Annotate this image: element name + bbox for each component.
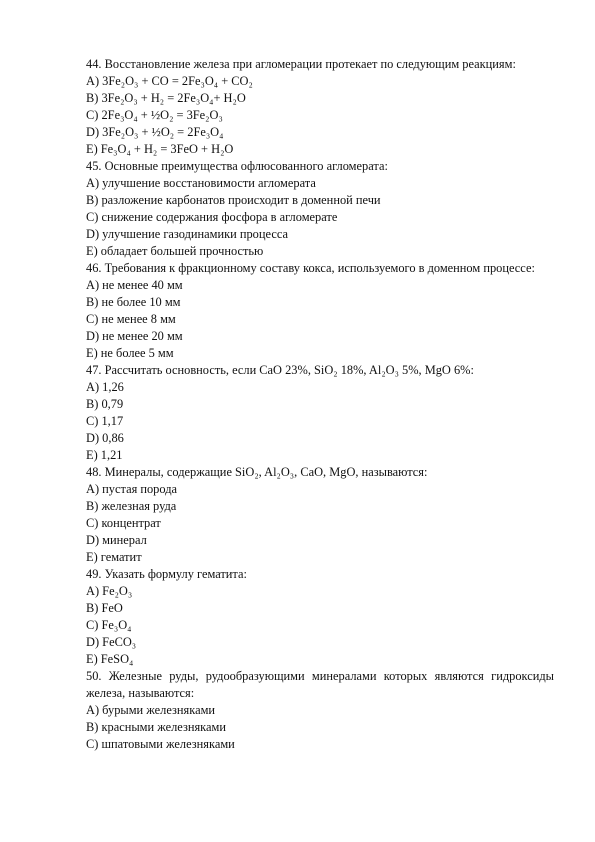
question-49 — [86, 566, 554, 668]
answer-option: E) не более 5 мм — [86, 346, 174, 360]
question-text: 46. Требования к фракционному составу кокса, используемого в доменном процессе: — [86, 261, 535, 275]
question-44 — [86, 56, 554, 158]
answer-option: A) 1,26 — [86, 380, 124, 394]
answer-option: B) железная руда — [86, 499, 177, 513]
answer-option: C) снижение содержания фосфора в агломерате — [86, 210, 338, 224]
answer-option: A) пустая порода — [86, 482, 178, 496]
answer-options — [86, 481, 554, 566]
answer-option: D) минерал — [86, 533, 147, 547]
answer-options — [86, 73, 554, 158]
answer-option: C) 1,17 — [86, 414, 124, 428]
answer-option: D) не менее 20 мм — [86, 329, 183, 343]
answer-option: D) 0,86 — [86, 431, 124, 445]
answer-option: D) улучшение газодинамики процесса — [86, 227, 288, 241]
answer-option: E) гематит — [86, 550, 142, 564]
question-text: 50. Железные руды, рудообразующими минералами которых являются гидроксиды железа, называются: — [86, 669, 554, 700]
answer-options — [86, 702, 554, 753]
answer-option: D) FeCO₃ — [86, 635, 137, 649]
question-text: 48. Минералы, содержащие SiO₂, Al₂O₃, CaO, MgO, называются: — [86, 465, 428, 479]
question-46 — [86, 260, 554, 362]
answer-option: C) шпатовыми железняками — [86, 737, 235, 751]
answer-options — [86, 583, 554, 668]
answer-option: B) красными железняками — [86, 720, 226, 734]
answer-option: B) разложение карбонатов происходит в доменной печи — [86, 193, 381, 207]
answer-option: C) Fe₃O₄ — [86, 618, 132, 632]
question-text: 45. Основные преимущества офлюсованного агломерата: — [86, 159, 388, 173]
answer-option: E) FeSO₄ — [86, 652, 134, 666]
document-page — [86, 56, 554, 753]
question-48 — [86, 464, 554, 566]
answer-option: D) 3Fe₂O₃ + ½O₂ = 2Fe₃O₄ — [86, 125, 224, 139]
answer-option: A) не менее 40 мм — [86, 278, 183, 292]
answer-option: A) бурыми железняками — [86, 703, 216, 717]
answer-options — [86, 175, 554, 260]
answer-option: A) 3Fe₂O₃ + CO = 2Fe₃O₄ + CO₂ — [86, 74, 253, 88]
answer-option: B) не более 10 мм — [86, 295, 181, 309]
answer-option: C) 2Fe₃O₄ + ½O₂ = 3Fe₂O₃ — [86, 108, 223, 122]
answer-option: E) Fe₃O₄ + H₂ = 3FeO + H₂O — [86, 142, 234, 156]
question-text: 44. Восстановление железа при агломерации протекает по следующим реакциям: — [86, 57, 516, 71]
answer-option: B) 0,79 — [86, 397, 124, 411]
answer-option: C) не менее 8 мм — [86, 312, 176, 326]
answer-options — [86, 277, 554, 362]
question-50 — [86, 668, 554, 753]
question-45 — [86, 158, 554, 260]
answer-option: A) улучшение восстановимости агломерата — [86, 176, 316, 190]
question-text: 47. Рассчитать основность, если CaO 23%, SiO₂ 18%, Al₂O₃ 5%, MgO 6%: — [86, 363, 474, 377]
answer-options — [86, 379, 554, 464]
answer-option: C) концентрат — [86, 516, 161, 530]
answer-option: A) Fe₂O₃ — [86, 584, 133, 598]
answer-option: B) 3Fe₂O₃ + H₂ = 2Fe₃O₄+ H₂O — [86, 91, 246, 105]
question-text: 49. Указать формулу гематита: — [86, 567, 247, 581]
question-47 — [86, 362, 554, 464]
answer-option: E) 1,21 — [86, 448, 123, 462]
answer-option: E) обладает большей прочностью — [86, 244, 264, 258]
answer-option: B) FeO — [86, 601, 123, 615]
